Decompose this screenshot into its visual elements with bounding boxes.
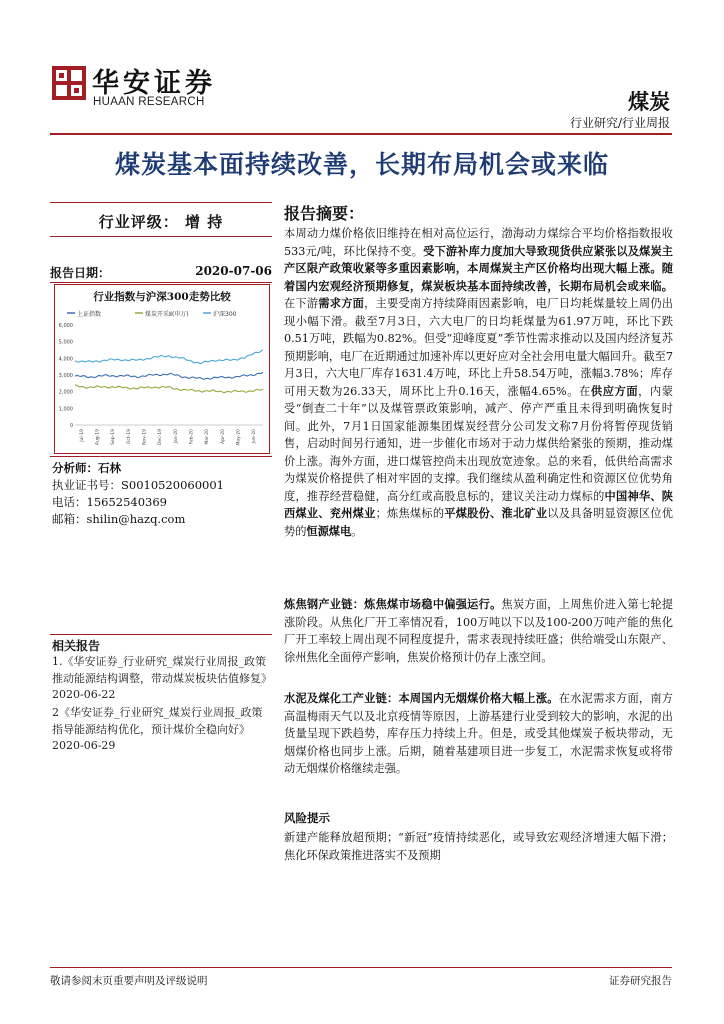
text-run: 以及具备明显资源区位优势的 xyxy=(284,507,673,538)
x-tick-label: Jul-19 xyxy=(79,429,85,442)
x-tick-label: Sep-19 xyxy=(111,429,117,445)
legend-label: 上证指数 xyxy=(77,311,102,318)
cement-chain-paragraph xyxy=(284,690,673,778)
y-tick-label: 1,000 xyxy=(58,406,73,413)
text-run-bold: 需求方面 xyxy=(318,296,365,310)
paragraph-head: 水泥及煤化工产业链：本周国内无烟煤价格大幅上涨。 xyxy=(284,691,559,705)
header-divider xyxy=(50,133,672,135)
text-run-bold: 受下游补库力度加大导致现货供应紧张以及煤炭主产区限产政策收紧等多重因素影响，本周煤炭主产区价格均出现大幅上涨。随着国内宏观经济预期修复，煤炭板块基本面持续改善，长期布局机会或来临。 xyxy=(284,243,673,293)
text-run-bold: 恒源煤电 xyxy=(306,523,352,538)
series-line xyxy=(75,372,263,379)
chart-title: 行业指数与沪深300走势比较 xyxy=(93,291,231,303)
text-run: ，主要受南方持续降雨因素影响，电厂日均耗煤量较上周仍出现小幅下滑。截至7月3日，六大电厂的日均耗煤量为61.97万吨，环比下跌0.51万吨，跌幅为0.82%。但受“迎峰度夏”季节性需求推动以及国内经济复苏预期影响，电厂在近期通过加速补库以更好应对全社会用电量大幅回升。截至7月3日，六大电厂库存1631.4万吨，环比上升58.54万吨，涨幅3.78%；库存可用天数为26.33天，周环比上升0.16天，涨幅4.65%。在 xyxy=(284,297,673,398)
company-logo-icon xyxy=(52,66,86,100)
report-type: 行业研究/行业周报 xyxy=(569,116,670,130)
footer-divider xyxy=(50,967,672,968)
industry-name: 煤炭 xyxy=(628,89,670,114)
date-divider xyxy=(50,282,272,283)
report-title: 煤炭基本面持续改善，长期布局机会或来临 xyxy=(114,150,609,179)
x-tick-label: Dec-19 xyxy=(158,429,164,446)
x-tick-label: Oct-19 xyxy=(126,429,132,445)
x-tick-label: Nov-19 xyxy=(142,429,148,446)
related-divider xyxy=(50,634,272,635)
legend-label: 沪深300 xyxy=(213,311,237,318)
series-line xyxy=(75,350,263,364)
report-date xyxy=(50,264,272,281)
analyst-name: 分析师：石林 xyxy=(52,461,121,475)
rating-divider-top xyxy=(50,202,272,203)
summary-paragraph xyxy=(284,225,673,540)
summary-heading: 报告摘要： xyxy=(284,204,365,223)
brand-name-cn: 华安证券 xyxy=(92,68,216,99)
series-line xyxy=(75,385,263,393)
x-tick-label: Mar-20 xyxy=(205,429,211,445)
index-comparison-chart xyxy=(55,305,269,453)
brand-name-en: HUAAN RESEARCH xyxy=(93,96,205,108)
rating-divider-bottom xyxy=(50,236,272,237)
y-tick-label: 2,000 xyxy=(58,389,73,396)
risk-heading: 风险提示 xyxy=(284,811,330,825)
analyst-license: 执业证书号：S0010520060001 xyxy=(52,478,224,492)
paragraph-head: 炼焦钢产业链：炼焦煤市场稳中偏强运行。 xyxy=(284,597,502,611)
paragraph-body: 焦炭方面，上周焦价进入第七轮提涨阶段。从焦化厂开工率情况看，100万吨以下以及100-200万吨产能的焦化厂开工率较上周出现不同程度提升，需求表现持续旺盛；供给端受山东限产、徐州焦化全面停产影响，焦炭价格预计仍存上涨空间。 xyxy=(284,598,673,664)
analyst-phone: 电话：15652540369 xyxy=(52,495,167,509)
text-run: 。 xyxy=(351,524,363,538)
x-tick-label: Jan-20 xyxy=(173,429,179,444)
related-reports-heading: 相关报告 xyxy=(52,639,101,653)
x-tick-label: May-20 xyxy=(236,429,242,446)
analyst-divider xyxy=(50,456,272,457)
x-tick-label: Feb-20 xyxy=(189,429,195,445)
text-run-bold: 平煤股份、淮北矿业 xyxy=(444,506,548,520)
y-tick-label: 5,000 xyxy=(58,339,73,346)
text-run-bold: 中国神华、陕西煤业、兖州煤业 xyxy=(284,488,673,520)
y-tick-label: 6,000 xyxy=(58,323,73,329)
x-tick-label: Jun-20 xyxy=(252,429,258,444)
industry-rating: 行业评级： 增 持 xyxy=(98,213,224,231)
y-tick-label: 4,000 xyxy=(58,356,73,363)
x-tick-label: Apr-20 xyxy=(220,429,226,444)
risk-paragraph: 新建产能释放超预期；“新冠”疫情持续恶化，或导致宏观经济增速大幅下滑；焦化环保政策推进落实不及预期 xyxy=(284,831,673,862)
footer-disclaimer: 敬请参阅末页重要声明及评级说明 xyxy=(50,975,208,987)
y-tick-label: 0 xyxy=(69,423,73,429)
report-date-value: 2020-07-06 xyxy=(195,264,272,278)
text-run: 本周动力煤价格依旧维持在相对高位运行，渤海动力煤综合平均价格指数报收533元/吨，环比保持不变。 xyxy=(284,227,673,258)
paragraph-body: 在水泥需求方面，南方高温梅雨天气以及北京疫情等原因，上游基建行业受到较大的影响，水泥的出货量呈现下跌趋势，库存压力持续上升。但是，或受其他煤炭子板块带动，无烟煤价格也同步上涨。后期，随着基建项目进一步复工，水泥需求恢复或将带动无烟煤价格继续走强。 xyxy=(284,692,673,775)
analyst-email[interactable]: 邮箱：shilin@hazq.com xyxy=(52,512,186,526)
x-tick-label: Aug-19 xyxy=(95,429,101,446)
related-report-link[interactable]: 1.《华安证券_行业研究_煤炭行业周报_政策推动能源结构调整，带动煤炭板块估值修复》2020-06-22 xyxy=(52,655,272,701)
footer-label: 证券研究报告 xyxy=(609,975,672,987)
text-run-bold: 供应方面 xyxy=(590,383,639,398)
text-run: 在下游 xyxy=(284,297,319,310)
text-run: ，内蒙受“倒查二十年”以及煤管票政策影响，减产、停产严重且未得到明确恢复时间。此外，7月1日国家能源集团煤炭经营分公司发文称7月份将暂停现货销售，启动时间另行通知，进一步催化市场对于动力煤供给紧张的预期，推动煤价上涨。海外方面，进口煤管控尚未出现放宽迹象。总的来看，低供给高需求为煤炭价格提供了相对牢固的支撑。我们继续从盈利确定性和资源区位优势角度，推荐经营稳健，高分红或高股息标的，建议关注动力煤标的 xyxy=(284,384,673,503)
y-tick-label: 3,000 xyxy=(58,373,73,379)
text-run: ；炼焦煤标的 xyxy=(375,507,445,520)
report-date-label: 报告日期： xyxy=(50,266,111,280)
legend-label: 煤炭开采Ⅱ(申万) xyxy=(145,311,189,318)
related-report-link[interactable]: 2《华安证券_行业研究_煤炭行业周报_政策指导能源结构优化，预计煤价全稳向好》2020-06-29 xyxy=(52,706,263,752)
coking-chain-paragraph xyxy=(284,596,673,666)
